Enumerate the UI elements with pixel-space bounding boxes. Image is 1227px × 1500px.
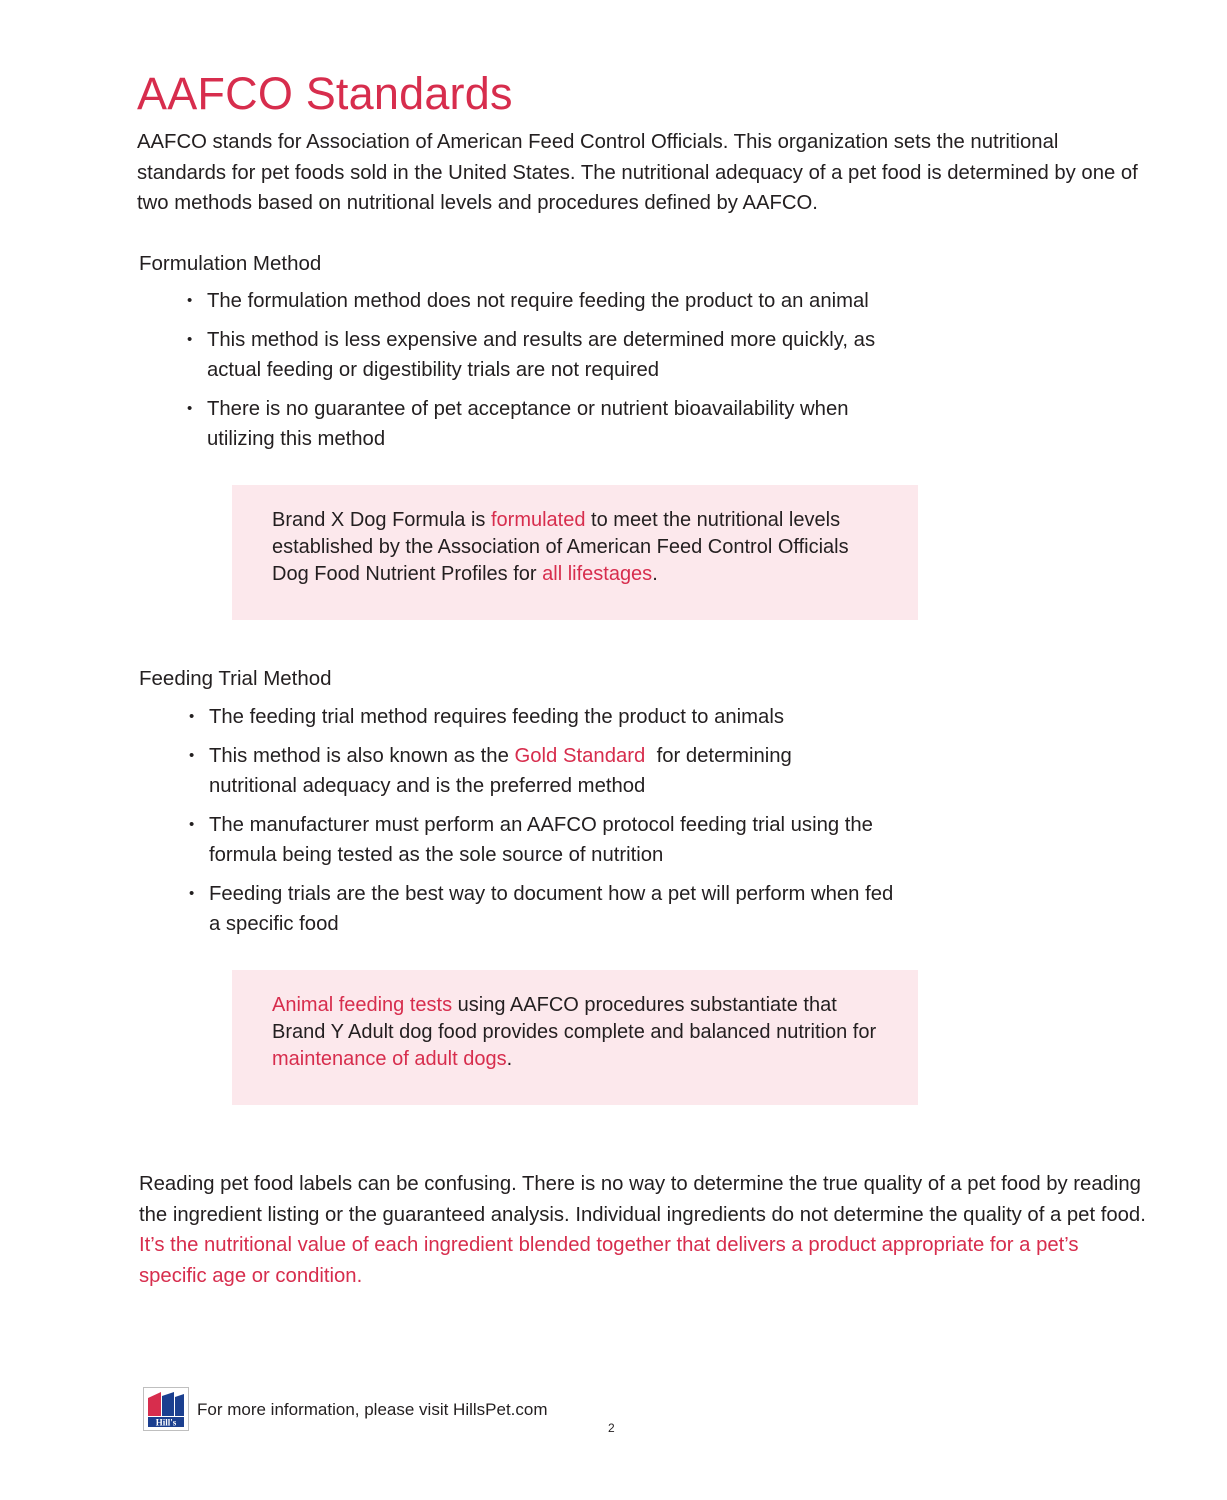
callout-text: Brand X Dog Formula is [272, 509, 491, 531]
page-title: AAFCO Standards [137, 68, 513, 119]
formulation-bullet-list [187, 286, 947, 463]
callout-highlight: all lifestages [542, 563, 653, 585]
formulation-bullet: • There is no guarantee of pet acceptance or nutrient bioavailability when utilizing this method [187, 394, 907, 454]
closing-text: Reading pet food labels can be confusing. There is no way to determine the true quality of a pet food by reading the ingredient listing or the guaranteed analysis. Individual ingredients do not determine the quality of a pet food. [139, 1173, 1158, 1226]
callout-text: . [506, 1048, 513, 1070]
feeding-label-example [232, 970, 918, 1105]
hills-logo [143, 1387, 189, 1431]
closing-paragraph [139, 1169, 1158, 1291]
feeding-heading: Feeding Trial Method [139, 667, 332, 690]
footer-info: For more information, please visit HillsPet.com [197, 1400, 548, 1419]
callout-highlight: formulated [490, 509, 586, 531]
bullet-text: for determining nutritional adequacy and is the preferred method [209, 745, 798, 797]
logo-wordmark: Hill's [155, 1417, 177, 1428]
intro-paragraph: AAFCO stands for Association of American Feed Control Officials. This organization sets the nutritional standards for pet foods sold in the United States. The nutritional adequacy of a pet food is determined by one of two methods based on nutritional levels and procedures defined by AAFCO. [137, 131, 1138, 214]
page-number: 2 [608, 1421, 615, 1435]
feeding-bullet: • Feeding trials are the best way to document how a pet will perform when fed a specific food [189, 879, 909, 939]
formulation-label-example [232, 485, 918, 620]
hills-logo-icon [144, 1388, 188, 1430]
callout-text: using AAFCO procedures substantiate that Brand Y Adult dog food provides complete and balanced nutrition for [272, 994, 877, 1043]
callout-text: to meet the nutritional levels established by the Association of American Feed Control Officials Dog Food Nutrient Profiles for [272, 509, 849, 585]
closing-highlight: It’s the nutritional value of each ingredient blended together that delivers a product appropriate for a pet’s specific age or condition. [139, 1234, 1079, 1287]
formulation-heading: Formulation Method [139, 252, 322, 275]
gold-standard-highlight: Gold Standard [514, 745, 646, 767]
callout-highlight: Animal feeding tests [272, 994, 453, 1016]
callout-text: . [652, 563, 658, 585]
formulation-bullet: • The formulation method does not require feeding the product to an animal [187, 286, 947, 316]
feeding-bullet-list [189, 702, 949, 948]
bullet-text: This method is also known as the [209, 745, 515, 767]
formulation-bullet: • This method is less expensive and results are determined more quickly, as actual feeding or digestibility trials are not required [187, 325, 907, 385]
callout-highlight: maintenance of adult dogs [272, 1048, 507, 1070]
feeding-bullet: • The manufacturer must perform an AAFCO protocol feeding trial using the formula being tested as the sole source of nutrition [189, 810, 909, 870]
feeding-bullet: • The feeding trial method requires feeding the product to animals [189, 702, 949, 732]
feeding-bullet [189, 741, 849, 801]
